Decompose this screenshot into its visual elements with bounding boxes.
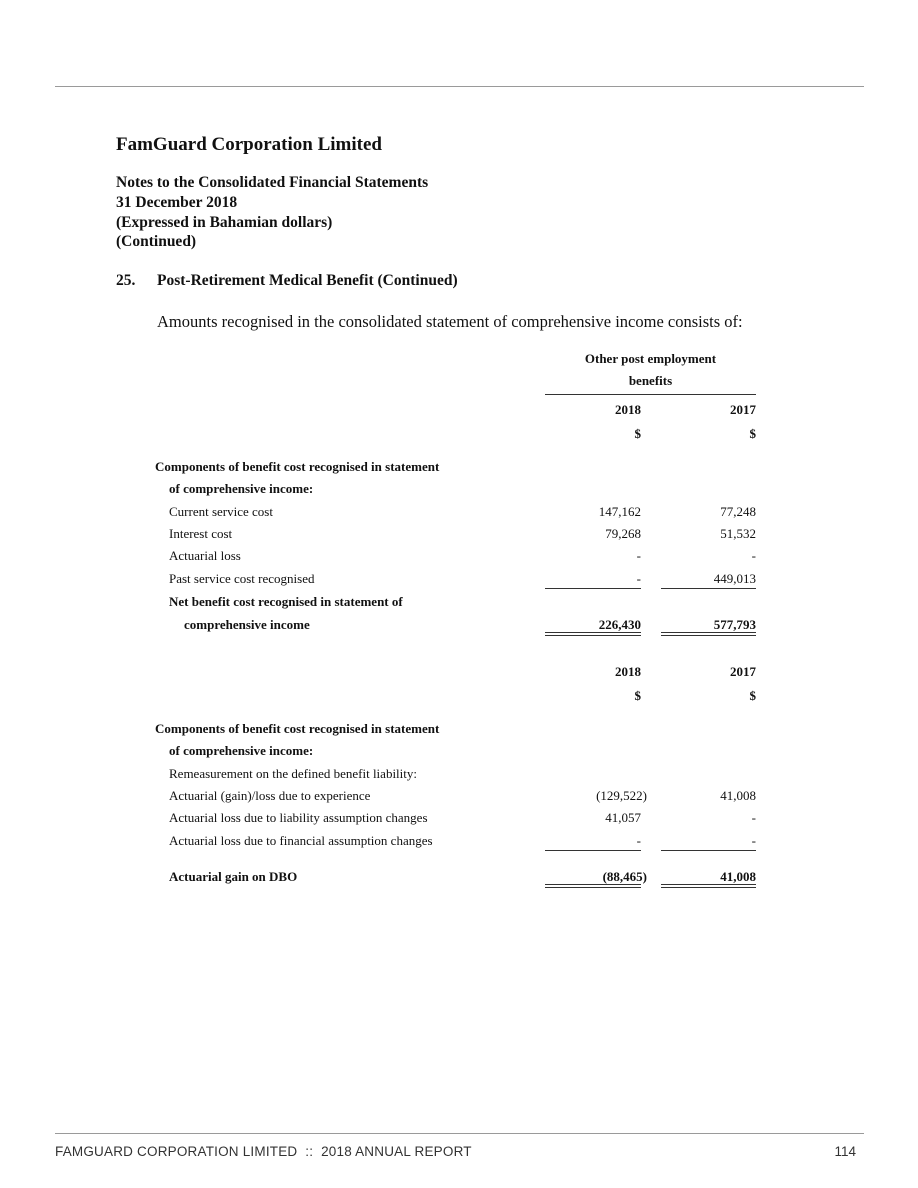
t1-row-2017: 449,013 xyxy=(713,571,756,586)
t2-total-label: Actuarial gain on DBO xyxy=(169,869,298,884)
currency-note: (Expressed in Bahamian dollars) xyxy=(116,214,333,231)
t2-total-2018-paren: ) xyxy=(642,869,647,884)
page-number: 114 xyxy=(834,1144,856,1159)
t2-year-2017: 2017 xyxy=(730,664,756,679)
t2-subtotal-rule-2018 xyxy=(545,850,641,851)
company-name: FamGuard Corporation Limited xyxy=(116,134,382,155)
t1-currency-2018: $ xyxy=(634,426,641,441)
t1-total-double-rule-2017 xyxy=(661,632,756,636)
t2-row-2018-paren: ) xyxy=(642,788,647,803)
t1-row-2018: 79,268 xyxy=(605,526,641,541)
t1-subtotal-rule-2017 xyxy=(661,588,756,589)
t1-subtotal-rule-2018 xyxy=(545,588,641,589)
t1-heading-line1: Components of benefit cost recognised in statement xyxy=(155,459,440,474)
t1-total-double-rule-2018 xyxy=(545,632,641,636)
t1-row-label: Interest cost xyxy=(169,526,233,541)
t1-total-2018: 226,430 xyxy=(598,617,641,632)
t2-row-2018 xyxy=(545,788,647,804)
footer-rule xyxy=(55,1133,864,1134)
t1-row-2018: 147,162 xyxy=(598,504,641,519)
t2-row-2018: 41,057 xyxy=(605,810,641,825)
t1-year-2018: 2018 xyxy=(615,402,641,417)
t2-total-2017: 41,008 xyxy=(720,869,756,884)
t2-row-2018-value: (129,522 xyxy=(596,788,643,803)
t1-currency-2017: $ xyxy=(749,426,756,441)
t2-subtotal-rule-2017 xyxy=(661,850,756,851)
notes-title: Notes to the Consolidated Financial Statements xyxy=(116,174,429,191)
group-header-line2: benefits xyxy=(628,373,673,388)
t2-row-label: Actuarial (gain)/loss due to experience xyxy=(169,788,371,803)
t2-total-double-rule-2017 xyxy=(661,884,756,888)
footer-text: FAMGUARD CORPORATION LIMITED :: 2018 ANNUAL REPORT xyxy=(55,1144,472,1159)
t1-row-2018: - xyxy=(636,571,641,586)
section-title: Post-Retirement Medical Benefit (Continued) xyxy=(157,272,458,289)
t2-total-2018 xyxy=(545,869,647,885)
t2-row-2017: - xyxy=(751,833,756,848)
t2-total-2018-value: (88,465 xyxy=(602,869,643,884)
t2-heading-line2: of comprehensive income: xyxy=(169,743,314,758)
t1-total-label-line2: comprehensive income xyxy=(184,617,310,632)
continued-note: (Continued) xyxy=(116,233,197,250)
t2-total-double-rule-2018 xyxy=(545,884,641,888)
t1-total-label-line1: Net benefit cost recognised in statement of xyxy=(169,594,403,609)
t2-row-2017: - xyxy=(751,810,756,825)
t2-row-label: Actuarial loss due to financial assumption changes xyxy=(169,833,433,848)
group-header-rule xyxy=(545,394,756,395)
t1-row-label: Past service cost recognised xyxy=(169,571,315,586)
t1-total-2017: 577,793 xyxy=(713,617,756,632)
t1-row-2017: 77,248 xyxy=(720,504,756,519)
t2-row-2018: - xyxy=(636,833,641,848)
section-intro: Amounts recognised in the consolidated statement of comprehensive income consists of: xyxy=(157,312,743,331)
t1-row-label: Current service cost xyxy=(169,504,273,519)
t1-row-2018: - xyxy=(636,548,641,563)
top-rule xyxy=(55,86,864,87)
group-header-line1: Other post employment xyxy=(584,351,717,366)
t1-heading-line2: of comprehensive income: xyxy=(169,481,314,496)
t2-heading-line1: Components of benefit cost recognised in statement xyxy=(155,721,440,736)
t1-row-2017: 51,532 xyxy=(720,526,756,541)
t2-currency-2017: $ xyxy=(749,688,756,703)
t2-currency-2018: $ xyxy=(634,688,641,703)
report-date: 31 December 2018 xyxy=(116,194,238,211)
section-number: 25. xyxy=(116,272,136,289)
t1-row-label: Actuarial loss xyxy=(169,548,241,563)
t1-year-2017: 2017 xyxy=(730,402,756,417)
t2-row-label: Actuarial loss due to liability assumption changes xyxy=(169,810,428,825)
t1-row-2017: - xyxy=(751,548,756,563)
t2-row-2017: 41,008 xyxy=(720,788,756,803)
t2-subheading: Remeasurement on the defined benefit liability: xyxy=(169,766,418,781)
t2-year-2018: 2018 xyxy=(615,664,641,679)
